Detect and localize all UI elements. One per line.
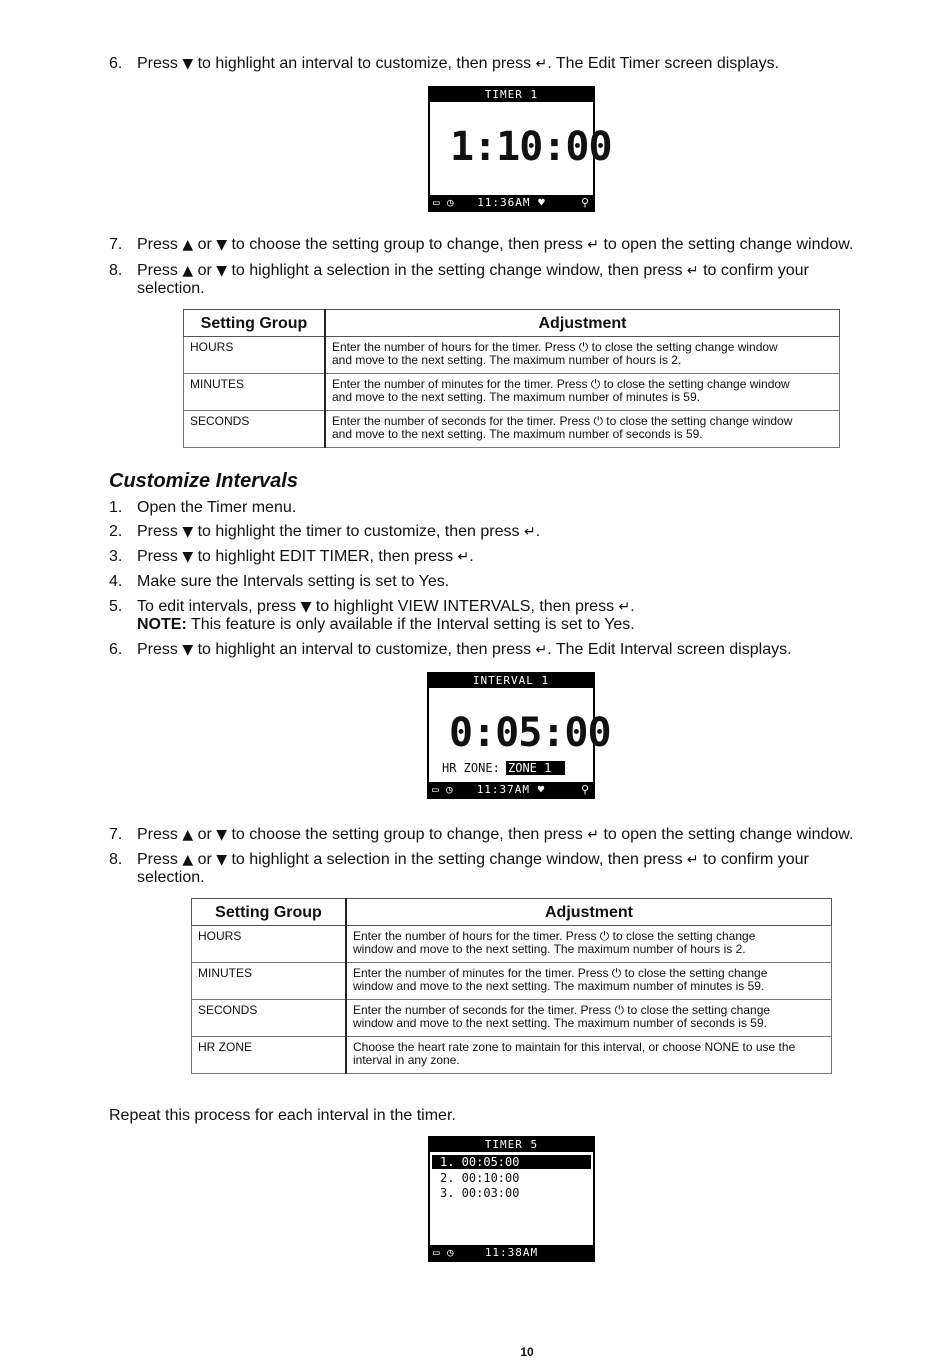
step-7-a: 7. Press ▲ or ▼ to choose the setting group to change, then press ↵ to open the setting change window. [109, 236, 854, 253]
interval-screen [427, 672, 611, 799]
down-arrow-icon: ▼ [300, 599, 312, 615]
column-header: Adjustment [325, 310, 840, 337]
repeat-instruction: Repeat this process for each interval in the timer. [109, 1107, 456, 1124]
step-8-b-cont: selection. [137, 869, 205, 886]
step-6-b: 6. Press ▼ to highlight an interval to customize, then press ↵. The Edit Interval screen displays. [109, 641, 792, 658]
table-row [184, 411, 840, 448]
screen-status-bar [430, 195, 593, 210]
table-row [192, 1000, 832, 1037]
page-number: 10 [520, 1345, 534, 1359]
timer-time: 1:10:00 [450, 124, 612, 170]
step-2-b: 2. Press ▼ to highlight the timer to customize, then press ↵. [109, 523, 541, 540]
list-item: 1. 00:05:00 [432, 1155, 591, 1169]
list-item: 3. 00:03:00 [440, 1186, 520, 1200]
timer-list-screen [428, 1136, 595, 1262]
down-arrow-icon: ▼ [182, 549, 194, 565]
setting-group-cell: HOURS [184, 337, 326, 374]
enter-icon: ↵ [523, 524, 536, 540]
step-1-b: 1. Open the Timer menu. [109, 499, 297, 516]
column-header: Setting Group [192, 899, 347, 926]
adjustment-cell: Enter the number of hours for the timer. Press ⏻ to close the setting change window and move to the next setting. The maximum number of hours is 2. [325, 337, 840, 374]
setting-group-cell: MINUTES [184, 374, 326, 411]
step-5-b: 5. To edit intervals, press ▼ to highlight VIEW INTERVALS, then press ↵. [109, 598, 635, 615]
setting-group-cell: HR ZONE [192, 1037, 347, 1074]
setting-group-cell: SECONDS [192, 1000, 347, 1037]
down-arrow-icon: ▼ [216, 852, 228, 868]
setting-group-cell: SECONDS [184, 411, 326, 448]
heart-icon: ♥ [538, 196, 546, 209]
interval-time: 0:05:00 [449, 710, 611, 756]
enter-icon: ↵ [587, 237, 600, 253]
setting-group-cell: HOURS [192, 926, 347, 963]
enter-icon: ↵ [535, 642, 548, 658]
up-arrow-icon: ▲ [182, 237, 194, 253]
runner-icon: ⚲ [580, 783, 590, 796]
screen-title: INTERVAL 1 [429, 674, 593, 688]
screen-status-bar [430, 1245, 593, 1260]
list-item: 2. 00:10:00 [440, 1171, 520, 1185]
enter-icon: ↵ [686, 263, 699, 279]
hr-zone-label: HR ZONE: [442, 761, 500, 775]
note-label: NOTE: [137, 616, 187, 633]
up-arrow-icon: ▲ [182, 852, 194, 868]
timer-screen [428, 86, 612, 212]
battery-icon: ▭ [433, 196, 441, 209]
enter-icon: ↵ [686, 852, 699, 868]
step-3-b: 3. Press ▼ to highlight EDIT TIMER, then press ↵. [109, 548, 474, 565]
table-row [192, 1037, 832, 1074]
adjustment-cell: Enter the number of minutes for the timer. Press ⏻ to close the setting change window and move to the next setting. The maximum number of minutes is 59. [346, 963, 832, 1000]
step-7-b: 7. Press ▲ or ▼ to choose the setting group to change, then press ↵ to open the setting change window. [109, 826, 854, 843]
section-title: Customize Intervals [109, 470, 298, 492]
step-6-a: 6. Press ▼ to highlight an interval to customize, then press ↵. The Edit Timer screen displays. [109, 55, 780, 72]
column-header: Setting Group [184, 310, 326, 337]
settings-table-1 [183, 309, 840, 448]
battery-icon: ▭ [432, 783, 440, 796]
table-header-row [192, 899, 832, 926]
setting-group-cell: MINUTES [192, 963, 347, 1000]
step-8-a: 8. Press ▲ or ▼ to highlight a selection in the setting change window, then press ↵ to confirm your [109, 262, 809, 279]
adjustment-cell: Choose the heart rate zone to maintain for this interval, or choose NONE to use the interval in any zone. [346, 1037, 832, 1074]
adjustment-cell: Enter the number of minutes for the timer. Press ⏻ to close the setting change window and move to the next setting. The maximum number of minutes is 59. [325, 374, 840, 411]
down-arrow-icon: ▼ [216, 827, 228, 843]
step-4-b: 4. Make sure the Intervals setting is set to Yes. [109, 573, 450, 590]
clock-time: 11:36AM [477, 196, 531, 209]
step-8-b: 8. Press ▲ or ▼ to highlight a selection in the setting change window, then press ↵ to confirm your [109, 851, 809, 868]
stopwatch-icon: ◷ [446, 783, 454, 796]
table-row [192, 963, 832, 1000]
heart-icon: ♥ [537, 783, 546, 796]
table-row [184, 374, 840, 411]
battery-icon: ▭ [433, 1246, 441, 1259]
down-arrow-icon: ▼ [182, 56, 194, 72]
enter-icon: ↵ [587, 827, 600, 843]
down-arrow-icon: ▼ [216, 263, 228, 279]
hr-zone-value: ZONE 1 [506, 761, 565, 775]
adjustment-cell: Enter the number of seconds for the timer. Press ⏻ to close the setting change window and move to the next setting. The maximum number of seconds is 59. [346, 1000, 832, 1037]
enter-icon: ↵ [457, 549, 470, 565]
adjustment-cell: Enter the number of seconds for the timer. Press ⏻ to close the setting change window and move to the next setting. The maximum number of seconds is 59. [325, 411, 840, 448]
screen-title: TIMER 1 [430, 88, 593, 102]
clock-time: 11:38AM [484, 1246, 539, 1259]
stopwatch-icon: ◷ [447, 1246, 455, 1259]
table-row [184, 337, 840, 374]
clock-time: 11:37AM [476, 783, 531, 796]
table-row [192, 926, 832, 963]
note: NOTE: This feature is only available if the Interval setting is set to Yes. [137, 616, 635, 633]
column-header: Adjustment [346, 899, 832, 926]
screen-status-bar [429, 782, 593, 797]
runner-icon: ⚲ [580, 196, 590, 209]
screen-title: TIMER 5 [430, 1138, 593, 1152]
stopwatch-icon: ◷ [447, 196, 455, 209]
down-arrow-icon: ▼ [216, 237, 228, 253]
up-arrow-icon: ▲ [182, 263, 194, 279]
enter-icon: ↵ [535, 56, 548, 72]
down-arrow-icon: ▼ [182, 642, 194, 658]
enter-icon: ↵ [618, 599, 631, 615]
down-arrow-icon: ▼ [182, 524, 194, 540]
up-arrow-icon: ▲ [182, 827, 194, 843]
step-8-a-cont: selection. [137, 280, 205, 297]
adjustment-cell: Enter the number of hours for the timer. Press ⏻ to close the setting change window and move to the next setting. The maximum number of hours is 2. [346, 926, 832, 963]
table-header-row [184, 310, 840, 337]
settings-table-2 [191, 898, 832, 1074]
